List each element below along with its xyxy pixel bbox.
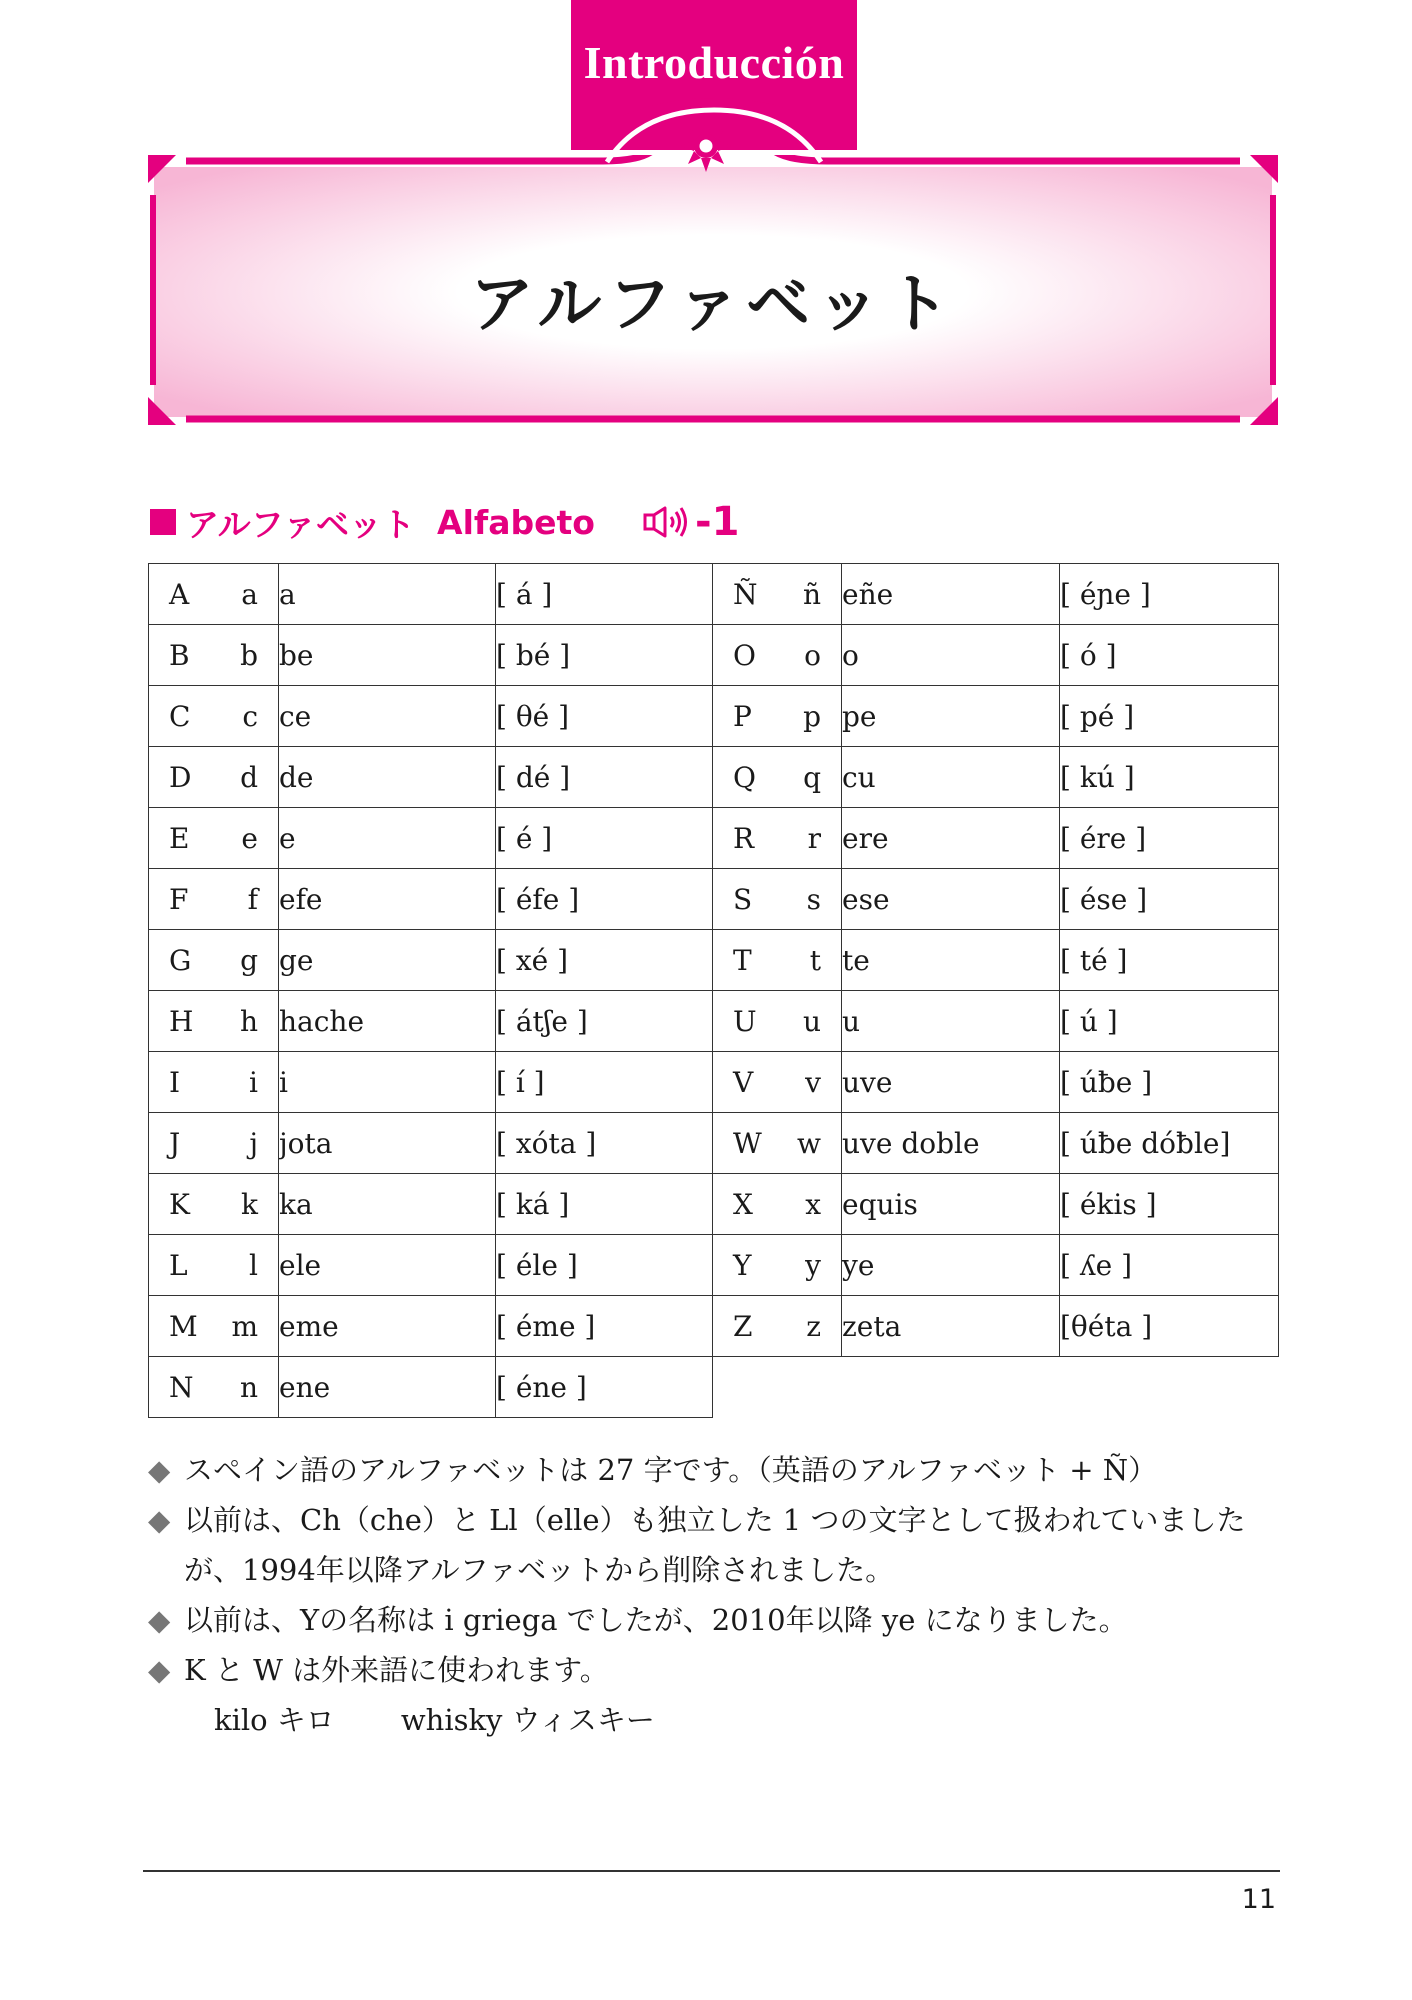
- letter-pronunciation: [ úƀe dóƀle]: [1060, 1113, 1279, 1174]
- letter-lower: g: [240, 943, 258, 977]
- letter-upper: Z: [733, 1309, 753, 1343]
- letter-lower: x: [805, 1187, 821, 1221]
- table-row: [149, 991, 1279, 1052]
- letter-pronunciation: [ θé ]: [496, 686, 713, 747]
- audio-track-number: -1: [694, 499, 740, 545]
- note-4: [148, 1645, 1278, 1695]
- letter-pronunciation: [ úƀe ]: [1060, 1052, 1279, 1113]
- tab-title: Introducción: [583, 37, 845, 88]
- letter-pronunciation: [ kú ]: [1060, 747, 1279, 808]
- letter-name: ele: [279, 1235, 496, 1296]
- letter-cell: [713, 869, 842, 930]
- letter-name: eme: [279, 1296, 496, 1357]
- letter-lower: r: [807, 821, 821, 855]
- notes: [148, 1445, 1278, 1745]
- audio-track[interactable]: [643, 499, 739, 545]
- letter-pronunciation: [ átʃe ]: [496, 991, 713, 1052]
- letter-upper: X: [733, 1187, 753, 1221]
- letter-pronunciation: [ éɲe ]: [1060, 564, 1279, 625]
- letter-cell: [149, 869, 279, 930]
- letter-upper: F: [169, 882, 189, 916]
- letter-upper: C: [169, 699, 191, 733]
- note-1: [148, 1445, 1278, 1495]
- letter-upper: B: [169, 638, 190, 672]
- letter-pronunciation: [ éne ]: [496, 1357, 713, 1418]
- letter-upper: S: [733, 882, 753, 916]
- diamond-bullet-icon: ◆: [148, 1603, 171, 1637]
- letter-lower: h: [239, 1004, 258, 1038]
- letter-cell: [713, 1296, 842, 1357]
- letter-lower: c: [242, 699, 258, 733]
- alphabet-table: [148, 563, 1279, 1418]
- footer-rule: [143, 1870, 1280, 1872]
- letter-name: te: [842, 930, 1060, 991]
- table-row: [149, 686, 1279, 747]
- note-text: 以前は、Yの名称は i griega でしたが、2010年以降 ye になりました。: [184, 1603, 1128, 1637]
- letter-upper: A: [169, 577, 190, 611]
- letter-upper: Q: [733, 760, 756, 794]
- letter-pronunciation: [ é ]: [496, 808, 713, 869]
- letter-name: eñe: [842, 564, 1060, 625]
- note-text: 以前は、Ch（che）と Ll（elle）も独立した 1 つの文字として扱われていましたが、1994年以降アルファベットから削除されました。: [184, 1503, 1246, 1587]
- table-row: [149, 808, 1279, 869]
- letter-pronunciation: [ á ]: [496, 564, 713, 625]
- letter-lower: p: [803, 699, 821, 733]
- letter-cell: [149, 1174, 279, 1235]
- letter-upper: K: [169, 1187, 190, 1221]
- note-text: K と W は外来語に使われます。: [184, 1653, 609, 1687]
- letter-lower: v: [805, 1065, 821, 1099]
- page-title: アルファベット: [469, 267, 957, 342]
- letter-name: ce: [279, 686, 496, 747]
- letter-pronunciation: [ té ]: [1060, 930, 1279, 991]
- letter-name: ere: [842, 808, 1060, 869]
- letter-cell: [713, 991, 842, 1052]
- letter-cell: [149, 747, 279, 808]
- table-row: [149, 564, 1279, 625]
- table-row: [149, 1052, 1279, 1113]
- letter-name: o: [842, 625, 1060, 686]
- letter-lower: w: [797, 1126, 821, 1160]
- letter-cell: [713, 564, 842, 625]
- table-row: [149, 625, 1279, 686]
- letter-name: ye: [842, 1235, 1060, 1296]
- letter-cell: [149, 1052, 279, 1113]
- letter-pronunciation: [ éme ]: [496, 1296, 713, 1357]
- letter-cell: [713, 1174, 842, 1235]
- examples: [148, 1695, 1278, 1745]
- letter-cell: [149, 808, 279, 869]
- letter-pronunciation: [ éle ]: [496, 1235, 713, 1296]
- table-row: [149, 1357, 1279, 1418]
- letter-name: cu: [842, 747, 1060, 808]
- letter-pronunciation: [ í ]: [496, 1052, 713, 1113]
- letter-name: ka: [279, 1174, 496, 1235]
- letter-name: a: [279, 564, 496, 625]
- letter-upper: V: [733, 1065, 754, 1099]
- letter-lower: j: [249, 1126, 258, 1160]
- table-row: [149, 1113, 1279, 1174]
- table-row: [149, 747, 1279, 808]
- letter-pronunciation: [ ése ]: [1060, 869, 1279, 930]
- letter-name: be: [279, 625, 496, 686]
- heading-es: Alfabeto: [437, 502, 595, 542]
- table-row: [149, 869, 1279, 930]
- letter-pronunciation: [ éfe ]: [496, 869, 713, 930]
- letter-upper: J: [169, 1126, 181, 1160]
- letter-name: ge: [279, 930, 496, 991]
- letter-name: e: [279, 808, 496, 869]
- letter-upper: O: [733, 638, 756, 672]
- letter-lower: d: [240, 760, 258, 794]
- letter-lower: l: [249, 1248, 258, 1282]
- letter-lower: z: [806, 1309, 821, 1343]
- note-text: スペイン語のアルファベットは 27 字です。（英語のアルファベット + Ñ）: [184, 1453, 1158, 1487]
- letter-cell: [149, 1357, 279, 1418]
- letter-upper: D: [169, 760, 192, 794]
- heading-jp: アルファベット: [186, 504, 416, 544]
- section-heading: [150, 497, 739, 547]
- note-2: [148, 1495, 1278, 1595]
- letter-upper: R: [733, 821, 755, 855]
- letter-name: uve doble: [842, 1113, 1060, 1174]
- letter-cell: [713, 625, 842, 686]
- letter-lower: o: [804, 638, 821, 672]
- letter-pronunciation: [ bé ]: [496, 625, 713, 686]
- letter-upper: M: [169, 1309, 198, 1343]
- letter-name: ene: [279, 1357, 496, 1418]
- square-bullet-icon: [150, 509, 176, 535]
- letter-name: u: [842, 991, 1060, 1052]
- letter-lower: s: [806, 882, 821, 916]
- letter-lower: k: [241, 1187, 258, 1221]
- letter-pronunciation: [ pé ]: [1060, 686, 1279, 747]
- letter-cell: [149, 625, 279, 686]
- letter-lower: n: [239, 1370, 258, 1404]
- letter-cell: [149, 686, 279, 747]
- letter-pronunciation: [ ó ]: [1060, 625, 1279, 686]
- letter-cell: [149, 1296, 279, 1357]
- letter-lower: m: [231, 1309, 258, 1343]
- letter-upper: U: [733, 1004, 757, 1038]
- diamond-bullet-icon: ◆: [148, 1653, 171, 1687]
- letter-upper: H: [169, 1004, 194, 1038]
- letter-cell: [713, 930, 842, 991]
- letter-lower: u: [802, 1004, 821, 1038]
- letter-cell: [713, 1052, 842, 1113]
- table-row: [149, 1235, 1279, 1296]
- page-number: 11: [1241, 1884, 1276, 1915]
- letter-lower: b: [240, 638, 258, 672]
- letter-name: hache: [279, 991, 496, 1052]
- example-kilo: kilo キロ: [214, 1703, 335, 1737]
- table-row: [149, 930, 1279, 991]
- letter-upper: P: [733, 699, 752, 733]
- letter-lower: ñ: [802, 577, 821, 611]
- letter-cell: [713, 808, 842, 869]
- letter-cell: [149, 564, 279, 625]
- letter-name: jota: [279, 1113, 496, 1174]
- letter-lower: q: [803, 760, 821, 794]
- letter-cell: [149, 930, 279, 991]
- letter-lower: i: [249, 1065, 258, 1099]
- diamond-bullet-icon: ◆: [148, 1453, 171, 1487]
- letter-pronunciation: [ ʎe ]: [1060, 1235, 1279, 1296]
- table-row: [149, 1296, 1279, 1357]
- letter-pronunciation: [ xóta ]: [496, 1113, 713, 1174]
- letter-cell: [149, 991, 279, 1052]
- title-banner: [148, 155, 1278, 425]
- letter-upper: G: [169, 943, 192, 977]
- letter-name: efe: [279, 869, 496, 930]
- note-3: [148, 1595, 1278, 1645]
- letter-pronunciation: [ ékis ]: [1060, 1174, 1279, 1235]
- speaker-icon: [643, 505, 689, 539]
- table-row: [149, 1174, 1279, 1235]
- letter-pronunciation: [ dé ]: [496, 747, 713, 808]
- letter-cell: [149, 1113, 279, 1174]
- letter-name: ese: [842, 869, 1060, 930]
- diamond-bullet-icon: ◆: [148, 1503, 171, 1537]
- letter-lower: t: [809, 943, 821, 977]
- letter-name: equis: [842, 1174, 1060, 1235]
- letter-name: pe: [842, 686, 1060, 747]
- letter-upper: I: [169, 1065, 181, 1099]
- letter-lower: a: [241, 577, 258, 611]
- empty-cell: [713, 1357, 1279, 1418]
- letter-cell: [713, 1235, 842, 1296]
- letter-cell: [713, 686, 842, 747]
- example-whisky: whisky ウィスキー: [400, 1703, 655, 1737]
- letter-cell: [713, 1113, 842, 1174]
- letter-upper: T: [733, 943, 752, 977]
- letter-name: de: [279, 747, 496, 808]
- letter-pronunciation: [ xé ]: [496, 930, 713, 991]
- letter-lower: f: [247, 882, 258, 916]
- letter-pronunciation: [ ká ]: [496, 1174, 713, 1235]
- letter-upper: W: [733, 1126, 762, 1160]
- letter-pronunciation: [θéta ]: [1060, 1296, 1279, 1357]
- letter-name: i: [279, 1052, 496, 1113]
- letter-upper: E: [169, 821, 190, 855]
- letter-lower: e: [241, 821, 258, 855]
- letter-name: uve: [842, 1052, 1060, 1113]
- letter-pronunciation: [ ú ]: [1060, 991, 1279, 1052]
- letter-upper: N: [169, 1370, 194, 1404]
- letter-lower: y: [805, 1248, 821, 1282]
- letter-upper: Y: [733, 1248, 752, 1282]
- letter-upper: L: [169, 1248, 188, 1282]
- sun-icon: [678, 118, 734, 174]
- letter-pronunciation: [ ére ]: [1060, 808, 1279, 869]
- letter-name: zeta: [842, 1296, 1060, 1357]
- letter-cell: [149, 1235, 279, 1296]
- letter-upper: Ñ: [733, 577, 758, 611]
- letter-cell: [713, 747, 842, 808]
